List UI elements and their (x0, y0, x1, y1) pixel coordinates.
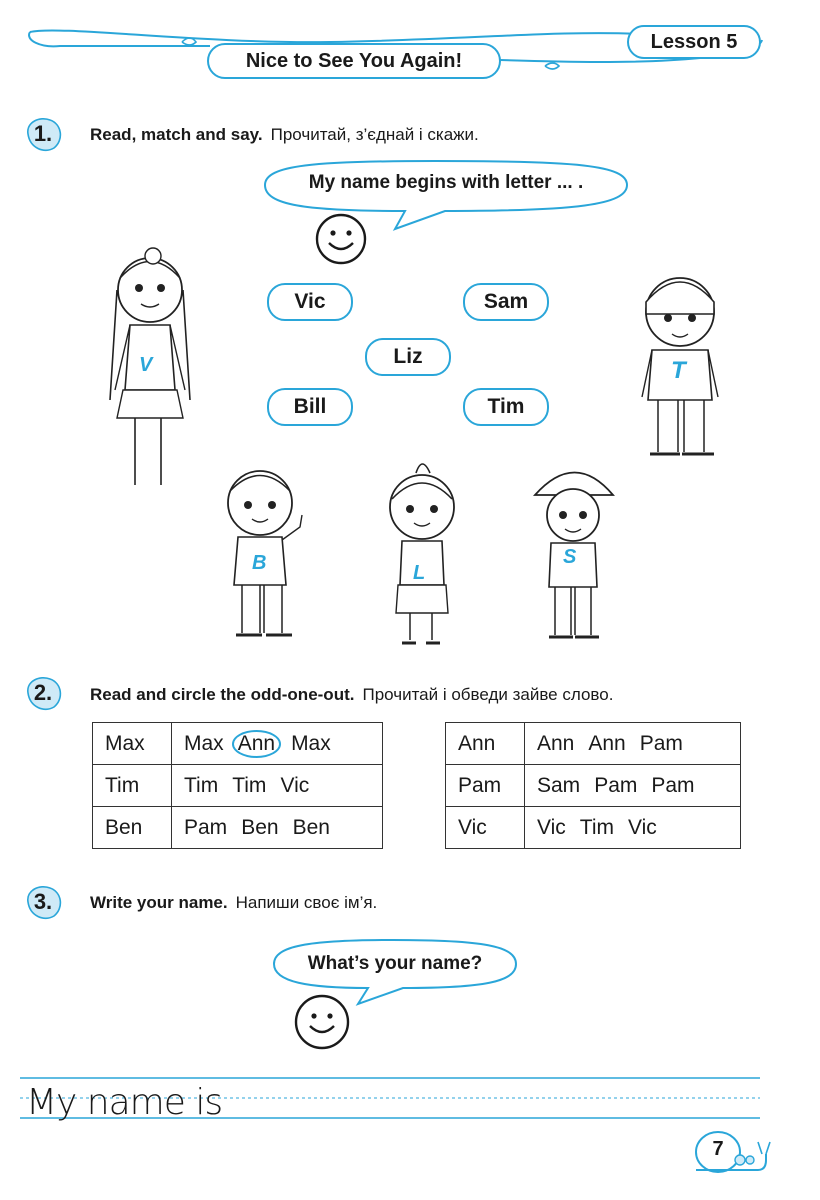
word[interactable]: Pam (594, 773, 638, 797)
task1-number-badge (22, 114, 64, 154)
name-pill-tim[interactable]: Tim (463, 388, 549, 426)
word[interactable]: Ben (292, 815, 330, 839)
word[interactable]: Max (184, 731, 224, 755)
page-number: 7 (712, 1138, 724, 1160)
word[interactable]: Tim (232, 773, 267, 797)
table-row (446, 807, 741, 849)
row-key: Vic (446, 807, 525, 849)
row-words (525, 765, 741, 807)
row-key: Ann (446, 723, 525, 765)
word[interactable]: Vic (280, 773, 310, 797)
smiley-icon (296, 996, 348, 1048)
row-words (525, 723, 741, 765)
word[interactable]: Vic (628, 815, 657, 839)
task1-instruction (90, 125, 479, 145)
task1-number: 1. (33, 121, 53, 146)
name-pill-sam[interactable]: Sam (463, 283, 549, 321)
shirt-letter-l: L (413, 562, 426, 584)
word[interactable]: Pam (184, 815, 228, 839)
word[interactable]: Max (291, 731, 331, 755)
name-pill-vic[interactable]: Vic (267, 283, 353, 321)
row-words (172, 723, 383, 765)
child-figure-girl-l (372, 455, 472, 650)
row-words (172, 807, 383, 849)
task2-instruction (90, 685, 613, 705)
word[interactable]: Pam (639, 731, 683, 755)
odd-one-out-table-right (445, 722, 741, 849)
shirt-letter-b: B (252, 552, 267, 574)
word[interactable]: Tim (184, 773, 219, 797)
odd-one-out-table-left (92, 722, 383, 849)
task1-instruction-en: Read, match and say. (90, 125, 263, 144)
row-key: Pam (446, 765, 525, 807)
task3-instruction (90, 893, 377, 913)
table-row (93, 807, 383, 849)
task2-number: 2. (33, 680, 53, 705)
task2-number-badge (22, 673, 64, 713)
lesson-label: Lesson 5 (650, 31, 738, 53)
row-key: Max (93, 723, 172, 765)
word[interactable]: Pam (651, 773, 695, 797)
word[interactable]: Ben (241, 815, 279, 839)
table-row (93, 765, 383, 807)
bubble-2-text: What’s your name? (307, 953, 483, 974)
row-key: Ben (93, 807, 172, 849)
word[interactable]: Tim (579, 815, 615, 839)
shirt-letter-s: S (563, 546, 577, 568)
smiley-icon (317, 215, 365, 263)
shirt-letter-t: T (671, 357, 686, 384)
task3-number-badge (22, 882, 64, 922)
name-pill-liz[interactable]: Liz (365, 338, 451, 376)
bubble-1-text: My name begins with letter ... . (308, 172, 584, 193)
row-words (525, 807, 741, 849)
table-row (446, 723, 741, 765)
task2-instruction-en: Read and circle the odd-one-out. (90, 685, 355, 704)
task2-instruction-ua: Прочитай і обведи зайве слово. (362, 685, 614, 704)
task1-instruction-ua: Прочитай, з’єднай і скажи. (270, 125, 479, 144)
word-circled[interactable]: Ann (232, 730, 281, 758)
child-figure-boy-b (210, 455, 310, 645)
task3-instruction-en: Write your name. (90, 893, 228, 912)
word[interactable]: Ann (588, 731, 626, 755)
page-title: Nice to See You Again! (245, 50, 463, 72)
table-row (446, 765, 741, 807)
name-pill-bill[interactable]: Bill (267, 388, 353, 426)
row-words (172, 765, 383, 807)
table-row (93, 723, 383, 765)
task3-instruction-ua: Напиши своє ім’я. (235, 893, 378, 912)
task3-number: 3. (33, 889, 53, 914)
name-answer-line[interactable] (230, 1078, 760, 1120)
handwriting-prompt: My name is (26, 1082, 223, 1123)
word[interactable]: Vic (537, 815, 566, 839)
shirt-letter-v: V (139, 354, 153, 376)
row-key: Tim (93, 765, 172, 807)
word[interactable]: Ann (537, 731, 575, 755)
word[interactable]: Sam (537, 773, 581, 797)
